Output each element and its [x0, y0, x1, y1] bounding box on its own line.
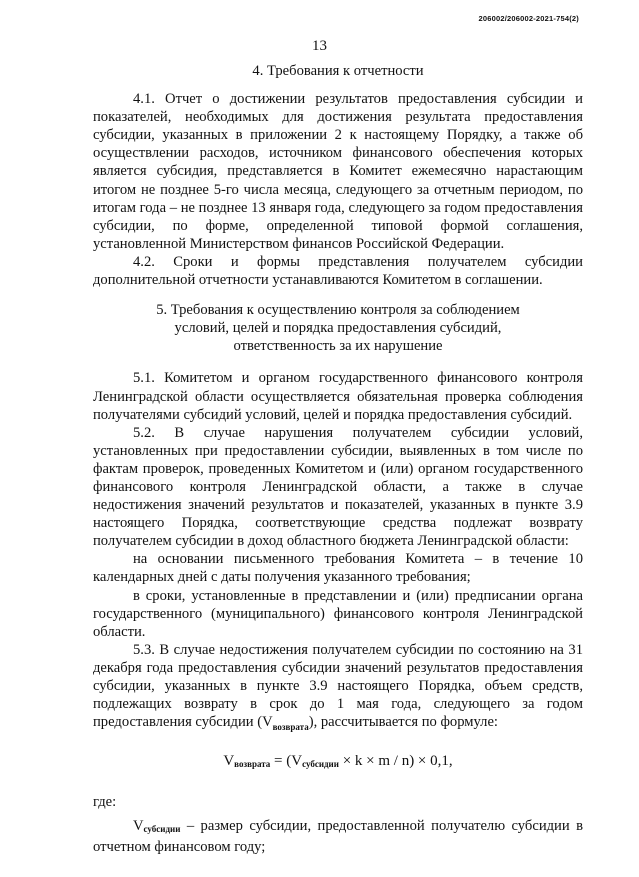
formula-rhs-sub: субсидии [302, 759, 339, 770]
paragraph-5-2-a: на основании письменного требования Комитета – в течение 10 календарных дней с даты получения указанного требования; [93, 551, 583, 586]
section-5-title [93, 301, 583, 355]
document-id: 206002/206002-2021-754(2) [478, 14, 579, 23]
definition-v-subsidy [93, 817, 583, 856]
formula-lhs-var: V [223, 753, 235, 770]
definition-sub: субсидии [143, 824, 181, 835]
paragraph-4-2: 4.2. Сроки и формы представления получателем субсидии дополнительной отчетности устанавливаются Комитетом в соглашении. [93, 253, 583, 289]
definition-text: – размер субсидии, предоставленной получателю субсидии в отчетном финансовом году; [93, 818, 583, 856]
refund-formula [93, 752, 583, 773]
paragraph-5-3-text: 5.3. В случае недостижения получателем субсидии по состоянию на 31 декабря года предоставления субсидии значений результатов предоставления субсидии, указанных в пункте 3.9 настоящего Порядка, объем средств, подлежащих возврату в срок до 1 мая года, следующего за годом предоставления субсидии (V [93, 641, 583, 731]
section-5-title-line-1: 5. Требования к осуществлению контроля за соблюдением [156, 302, 520, 319]
definition-var: V [133, 818, 144, 835]
paragraph-5-3-tail: ), рассчитывается по формуле: [308, 714, 498, 731]
paragraph-5-2-b: в сроки, установленные в представлении и (или) предписании органа государственного (муниципального) финансового контроля Ленинградской области. [93, 587, 583, 640]
where-label: где: [93, 794, 117, 811]
paragraph-5-1: 5.1. Комитетом и органом государственного финансового контроля Ленинградской области осуществляется обязательная проверка соблюдения получателями субсидий условий, целей и порядка предоставления субсидий. [93, 370, 583, 423]
page-number: 13 [312, 38, 327, 54]
formula-lhs-sub: возврата [234, 759, 271, 770]
paragraph-5-2: 5.2. В случае нарушения получателем субсидии условий, установленных при предоставлении субсидии, выявленных в том числе по фактам проверок, проведенных Комитетом и (или) органом государственного финансового контроля Ленинградской области, а также в случае недостижения значений результатов и показателей, указанных в пункте 3.9 настоящего Порядка, соответствующие средства подлежат возврату получателем субсидии в доход областного бюджета Ленинградской области: [93, 424, 583, 550]
section-5-title-line-3: ответственность за их нарушение [233, 338, 443, 355]
section-5-title-line-2: условий, целей и порядка предоставления субсидий, [174, 320, 502, 337]
paragraph-5-3 [93, 641, 583, 736]
formula-rhs-rest: × k × m / n) × 0,1, [338, 753, 453, 770]
paragraph-4-1: 4.1. Отчет о достижении результатов предоставления субсидии и показателей, необходимых для достижения результата предоставления субсидии, указанных в приложении 2 к настоящему Порядку, а также об осуществлении расходов, источником финансового обеспечения которых является субсидия, представляется в Комитет ежемесячно нарастающим итогом не позднее 5-го числа месяца, следующего за отчетным периодом, по итогам года – не позднее 13 января года, следующего за годом предоставления субсидии, по форме, определенной типовой формой соглашения, установленной Министерством финансов Российской Федерации. [93, 91, 583, 252]
paragraph-5-3-subscript: возврата [272, 722, 309, 733]
document-body [93, 62, 583, 857]
formula-eq-open: = (V [270, 753, 303, 770]
section-4-title: 4. Требования к отчетности [252, 63, 424, 79]
